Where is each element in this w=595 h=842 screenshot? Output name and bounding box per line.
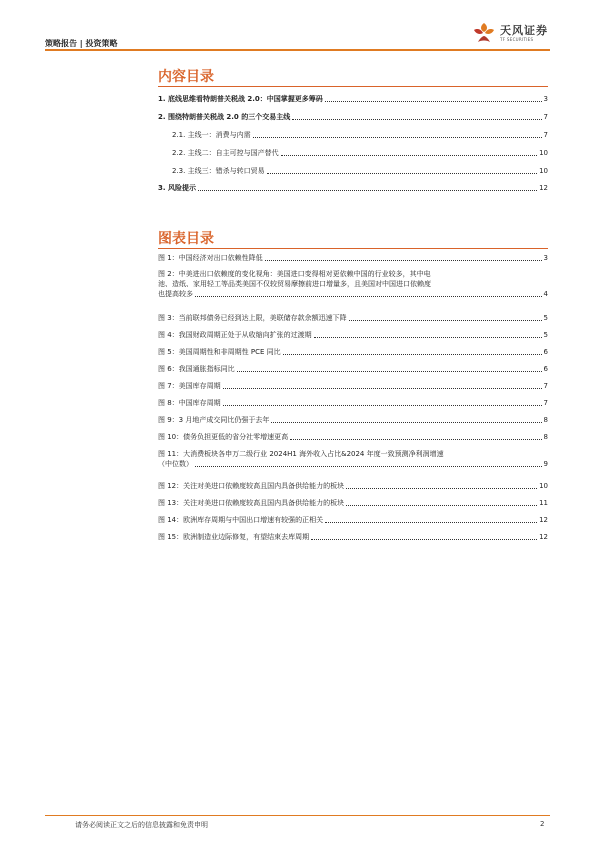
figure-item-line: 池、造纸、家用轻工等品类美国不仅较贸易摩擦前进口增量多，且美国对中国进口依赖度 [158,280,431,288]
figure-item[interactable] [158,432,548,442]
figure-item[interactable] [158,398,548,408]
figure-item-page: 7 [543,382,548,390]
toc-item-label: 1. 底线思维看特朗普关税战 2.0：中国掌握更多筹码 [158,95,323,103]
figure-item-label: 图 6：我国通胀指标同比 [158,365,235,373]
figure-item[interactable] [158,515,548,525]
figure-item-page: 8 [543,416,548,424]
toc-leader [253,136,542,138]
figure-item[interactable] [158,415,548,425]
figure-leader [223,387,542,389]
toc-item[interactable] [158,92,548,104]
figure-item-label: 图 8：中国库存周期 [158,399,221,407]
figure-item[interactable] [158,330,548,340]
figure-item-label: 图 12：关注对美进口依赖度较高且国内具备供给能力的板块 [158,482,345,490]
figure-item-page: 12 [539,533,548,541]
header-title: 策略报告 | 投资策略 [45,39,118,48]
figure-item-label: 图 1：中国经济对出口依赖性降低 [158,254,263,262]
figure-item-label: 图 15：欧洲制造业边际修复，有望结束去库周期 [158,533,310,541]
figure-item-label: 图 9：3 月地产成交同比仍强于去年 [158,416,270,424]
figure-item[interactable] [158,364,548,374]
header-divider [45,49,550,51]
figure-item-label: 图 7：美国库存周期 [158,382,221,390]
figure-item-line: 图 2：中美进出口依赖度的变化视角：美国进口变得相对更依赖中国的行业较多，其中电 [158,270,431,278]
figure-item-page: 12 [539,516,548,524]
figure-item-label: 图 14：欧洲库存周期与中国出口增速有较强的正相关 [158,516,324,524]
figure-item[interactable] [158,381,548,391]
toc-item-label: 2. 围绕特朗普关税战 2.0 的三个交易主线 [158,113,291,121]
toc-item[interactable] [158,110,548,122]
toc-item-page: 12 [539,184,548,192]
figure-item-label: 图 5：美国周期性和非周期性 PCE 同比 [158,348,281,356]
footer-disclaimer: 请务必阅读正文之后的信息披露和免责申明 [75,821,208,829]
figure-item[interactable] [158,313,548,323]
figures-heading: 图表目录 [158,231,214,247]
toc-leader [292,118,541,120]
page-number: 2 [540,820,545,828]
figure-item-page: 6 [543,365,548,373]
figure-item-page: 11 [539,499,548,507]
figure-item-page: 7 [543,399,548,407]
toc-item-label: 2.2. 主线二：自主可控与国产替代 [172,149,279,157]
toc-item[interactable] [172,164,548,176]
figure-item-page: 8 [543,433,548,441]
toc-item-label: 3. 风险提示 [158,184,196,192]
figure-leader [271,421,541,423]
toc-item[interactable] [158,181,548,193]
figure-item[interactable] [158,253,548,263]
figure-item[interactable] [158,449,548,469]
figure-leader [346,487,537,489]
toc-heading: 内容目录 [158,69,214,85]
figure-leader [314,336,542,338]
figure-leader [290,438,541,440]
figure-item-label: 图 4：我国财政周期正处于从收缩向扩张的过渡期 [158,331,312,339]
toc-leader [198,189,537,191]
figure-leader [195,465,542,467]
figure-item-page: 3 [543,254,548,262]
figure-item-page: 10 [539,482,548,490]
figure-item-line: （中位数） [158,460,193,468]
toc-heading-rule [158,86,548,87]
toc-leader [267,172,537,174]
figure-leader [346,504,537,506]
footer-divider [45,815,550,816]
figure-leader [311,538,537,540]
toc-item[interactable] [172,146,548,158]
figure-leader [237,370,542,372]
figure-item-label: 图 13：关注对美进口依赖度较高且国内具备供给能力的板块 [158,499,345,507]
figure-leader [265,259,542,261]
figure-item[interactable] [158,532,548,542]
figure-item-label: 图 10：债务负担更低的省分社零增速更高 [158,433,289,441]
figure-item-page: 5 [543,331,548,339]
figure-item-page: 4 [543,290,548,298]
figure-item-page: 6 [543,348,548,356]
toc-item[interactable] [172,128,548,140]
toc-item-page: 7 [543,131,548,139]
toc-item-label: 2.3. 主线三：错杀与转口贸易 [172,167,265,175]
figure-item-label: 图 3：当前联邦债务已经到达上限，美联储存款余额迅速下降 [158,314,347,322]
figure-item-page: 5 [543,314,548,322]
figure-leader [195,295,542,297]
figure-item[interactable] [158,498,548,508]
figures-heading-rule [158,248,548,249]
logo-mark-icon [470,20,498,48]
logo-chinese-name: 天风证券 [500,24,548,37]
toc-item-label: 2.1. 主线一：消费与内需 [172,131,251,139]
toc-leader [325,100,542,102]
toc-item-page: 7 [543,113,548,121]
figure-leader [349,319,542,321]
figure-leader [283,353,542,355]
toc-item-page: 10 [539,149,548,157]
figure-item-page: 9 [543,460,548,468]
toc-item-page: 10 [539,167,548,175]
figure-item[interactable] [158,481,548,491]
toc-leader [281,154,537,156]
figure-leader [325,521,537,523]
logo-english-name: TF SECURITIES [500,37,534,42]
figure-item-line: 也提高较多 [158,290,193,298]
figure-leader [223,404,542,406]
figure-item[interactable] [158,269,548,299]
company-logo [470,20,560,48]
figure-item-line: 图 11：大消费板块各申万二级行业 2024H1 海外收入占比&2024 年度一致预测净利润增速 [158,450,444,458]
figure-item[interactable] [158,347,548,357]
toc-item-page: 3 [543,95,548,103]
